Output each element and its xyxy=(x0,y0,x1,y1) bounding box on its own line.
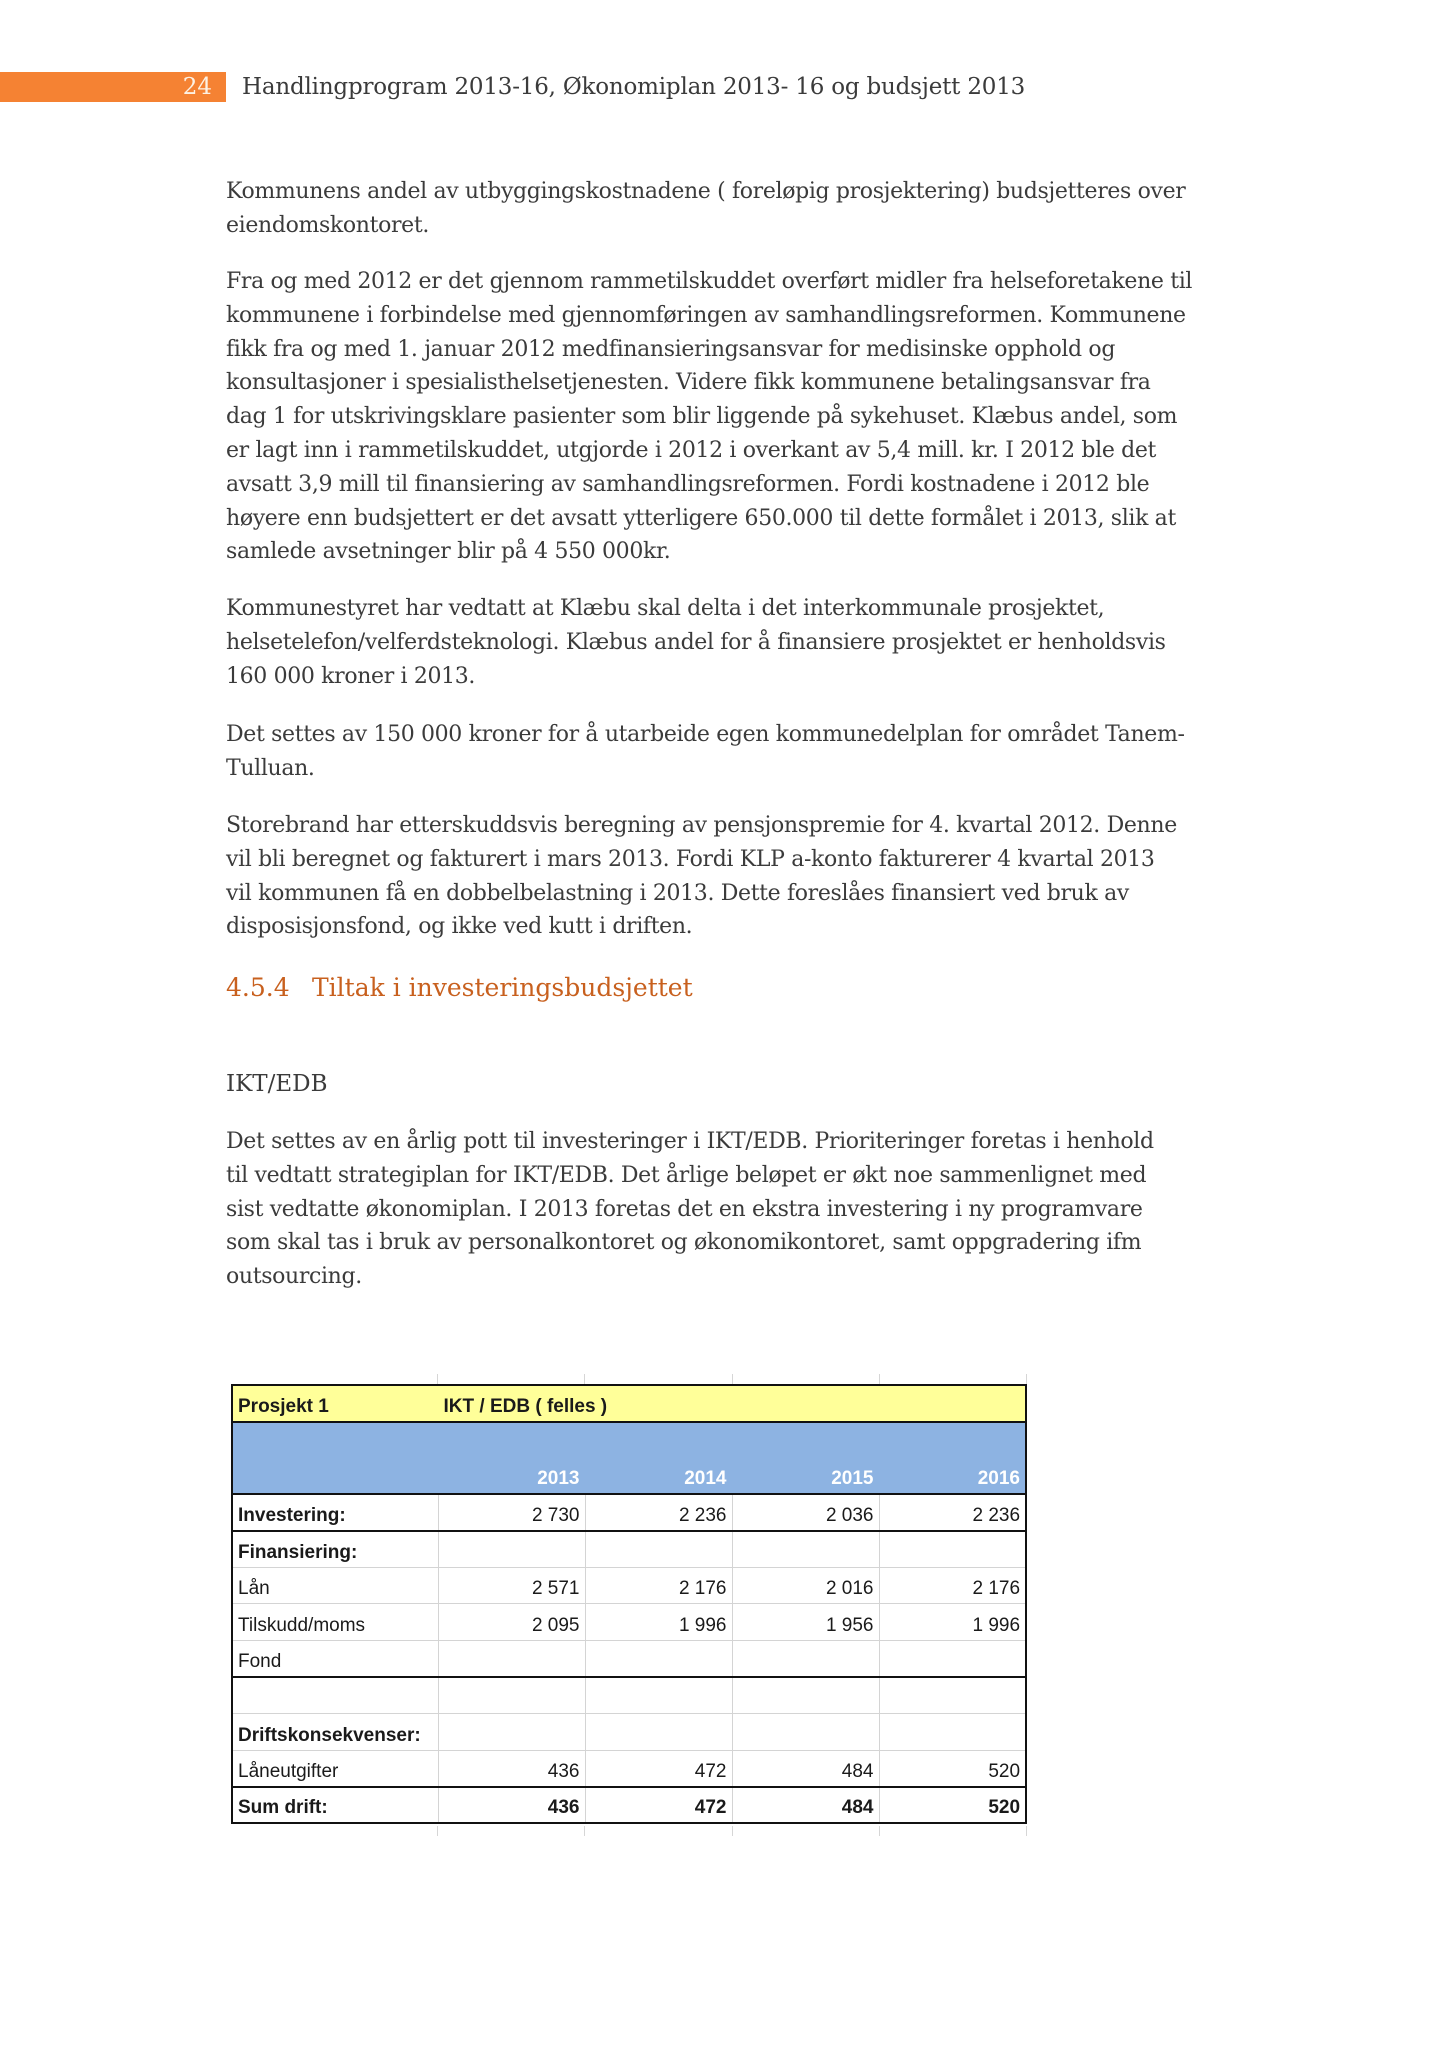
text-line: outsourcing. xyxy=(226,1264,362,1290)
cell-value xyxy=(585,1531,732,1568)
cell-value xyxy=(732,1677,879,1714)
text-line: samlede avsetninger blir på 4 550 000kr. xyxy=(226,539,671,565)
text-line: til vedtatt strategiplan for IKT/EDB. Det årlige beløpet er økt noe sammenlignet med xyxy=(226,1162,1147,1188)
year-header: 2013 xyxy=(438,1422,585,1494)
page-number: 24 xyxy=(182,74,212,100)
cell-value: 436 xyxy=(438,1787,585,1824)
section-title: Tiltak i investeringsbudsjettet xyxy=(312,973,693,1002)
cell-value xyxy=(438,1640,585,1677)
table-row-sum-drift xyxy=(232,1787,1026,1824)
text-line: Tulluan. xyxy=(226,755,315,781)
table-title-row xyxy=(232,1385,1026,1422)
cell-value xyxy=(438,1677,585,1714)
table-row-lan xyxy=(232,1567,1026,1604)
cell-value xyxy=(732,1714,879,1751)
paragraph-utbyggingskostnader xyxy=(226,175,1236,243)
text-line: sist vedtatte økonomiplan. I 2013 foretas det en ekstra investering i ny programvare xyxy=(226,1196,1143,1222)
project-label: Prosjekt 1 xyxy=(232,1385,438,1422)
cell-value xyxy=(879,1677,1026,1714)
table-row-driftskonsekvenser xyxy=(232,1714,1026,1751)
cell-value xyxy=(585,1640,732,1677)
row-label: Sum drift: xyxy=(232,1787,438,1824)
cell-value: 484 xyxy=(732,1787,879,1824)
year-header-blank xyxy=(232,1422,438,1494)
cell-value: 2 176 xyxy=(585,1567,732,1604)
cell-value: 436 xyxy=(438,1750,585,1787)
investment-table xyxy=(231,1384,1025,1824)
table-row-laneutgifter xyxy=(232,1750,1026,1787)
cell-value: 520 xyxy=(879,1750,1026,1787)
text-line: vil kommunen få en dobbelbelastning i 2013. Dette foreslåes finansiert ved bruk av xyxy=(226,880,1129,906)
cell-value xyxy=(585,1714,732,1751)
text-line: helsetelefon/velferdsteknologi. Klæbus andel for å finansiere prosjektet er henholdsvis xyxy=(226,629,1166,655)
paragraph-samhandlingsreformen xyxy=(226,265,1236,569)
text-line: 160 000 kroner i 2013. xyxy=(226,663,476,689)
cell-value: 2 730 xyxy=(438,1494,585,1531)
cell-value: 2 036 xyxy=(732,1494,879,1531)
row-label xyxy=(232,1677,438,1714)
text-line: eiendomskontoret. xyxy=(226,212,429,238)
row-label: Tilskudd/moms xyxy=(232,1604,438,1641)
year-header: 2014 xyxy=(585,1422,732,1494)
cell-value: 2 236 xyxy=(879,1494,1026,1531)
text-line: Det settes av en årlig pott til investeringer i IKT/EDB. Prioriteringer foretas i henhold xyxy=(226,1129,1154,1154)
cell-value xyxy=(438,1531,585,1568)
cell-value: 1 956 xyxy=(732,1604,879,1641)
text-line: vil bli beregnet og fakturert i mars 2013. Fordi KLP a-konto fakturerer 4 kvartal 2013 xyxy=(226,846,1155,872)
cell-value: 472 xyxy=(585,1750,732,1787)
text-line: Kommunens andel av utbyggingskostnadene ( foreløpig prosjektering) budsjetteres over xyxy=(226,179,1186,204)
text-line: fikk fra og med 1. januar 2012 medfinansieringsansvar for medisinske opphold og xyxy=(226,336,1116,362)
cell-value: 2 095 xyxy=(438,1604,585,1641)
cell-value: 2 236 xyxy=(585,1494,732,1531)
paragraph-pensjonspremie xyxy=(226,809,1236,944)
section-heading xyxy=(226,972,693,1004)
year-header-row xyxy=(232,1422,1026,1494)
subsection-title: IKT/EDB xyxy=(226,1071,328,1097)
section-number: 4.5.4 xyxy=(226,973,290,1002)
text-line: konsultasjoner i spesialisthelsetjenesten. Videre fikk kommunene betalingsansvar fra xyxy=(226,370,1151,396)
text-line: Fra og med 2012 er det gjennom rammetilskuddet overført midler fra helseforetakene til xyxy=(226,269,1193,294)
year-header: 2016 xyxy=(879,1422,1026,1494)
paragraph-ikt-edb xyxy=(226,1125,1236,1294)
text-line: høyere enn budsjettert er det avsatt ytterligere 650.000 til dette formålet i 2013, slik at xyxy=(226,505,1176,531)
text-line: Det settes av 150 000 kroner for å utarbeide egen kommunedelplan for området Tanem- xyxy=(226,722,1185,747)
cell-value xyxy=(732,1531,879,1568)
cell-value xyxy=(879,1531,1026,1568)
cell-value xyxy=(879,1640,1026,1677)
year-header: 2015 xyxy=(732,1422,879,1494)
row-label: Fond xyxy=(232,1640,438,1677)
cell-value: 2 176 xyxy=(879,1567,1026,1604)
cell-value: 2 571 xyxy=(438,1567,585,1604)
cell-value: 484 xyxy=(732,1750,879,1787)
row-label: Investering: xyxy=(232,1494,438,1531)
cell-value: 1 996 xyxy=(585,1604,732,1641)
text-line: dag 1 for utskrivingsklare pasienter som blir liggende på sykehuset. Klæbus andel, som xyxy=(226,404,1178,430)
cell-value: 472 xyxy=(585,1787,732,1824)
cell-value xyxy=(585,1677,732,1714)
cell-value xyxy=(732,1640,879,1677)
text-line: kommunene i forbindelse med gjennomføringen av samhandlingsreformen. Kommunene xyxy=(226,302,1186,328)
paragraph-kommunedelplan xyxy=(226,718,1236,786)
row-label: Finansiering: xyxy=(232,1531,438,1568)
budget-grid xyxy=(231,1384,1027,1824)
table-row-finansiering xyxy=(232,1531,1026,1568)
text-line: Kommunestyret har vedtatt at Klæbu skal delta i det interkommunale prosjektet, xyxy=(226,596,1105,621)
cell-value xyxy=(879,1714,1026,1751)
text-line: Storebrand har etterskuddsvis beregning av pensjonspremie for 4. kvartal 2012. Denne xyxy=(226,813,1177,838)
text-line: disposisjonsfond, og ikke ved kutt i driften. xyxy=(226,914,693,940)
text-line: er lagt inn i rammetilskuddet, utgjorde i 2012 i overkant av 5,4 mill. kr. I 2012 ble det xyxy=(226,437,1157,463)
cell-value: 520 xyxy=(879,1787,1026,1824)
paragraph-helsetelefon xyxy=(226,592,1236,693)
table-row-empty xyxy=(232,1677,1026,1714)
table-row-fond xyxy=(232,1640,1026,1677)
table-row-investering xyxy=(232,1494,1026,1531)
text-line: som skal tas i bruk av personalkontoret og økonomikontoret, samt oppgradering ifm xyxy=(226,1230,1142,1256)
running-header-title: Handlingprogram 2013-16, Økonomiplan 2013- 16 og budsjett 2013 xyxy=(242,74,1026,100)
project-name: IKT / EDB ( felles ) xyxy=(438,1385,1026,1422)
cell-value: 2 016 xyxy=(732,1567,879,1604)
cell-value: 1 996 xyxy=(879,1604,1026,1641)
row-label: Lån xyxy=(232,1567,438,1604)
text-line: avsatt 3,9 mill til finansiering av samhandlingsreformen. Fordi kostnadene i 2012 ble xyxy=(226,471,1150,497)
row-label: Låneutgifter xyxy=(232,1750,438,1787)
page-number-bar xyxy=(0,72,226,102)
cell-value xyxy=(438,1714,585,1751)
table-row-tilskudd-moms xyxy=(232,1604,1026,1641)
row-label: Driftskonsekvenser: xyxy=(232,1714,438,1751)
